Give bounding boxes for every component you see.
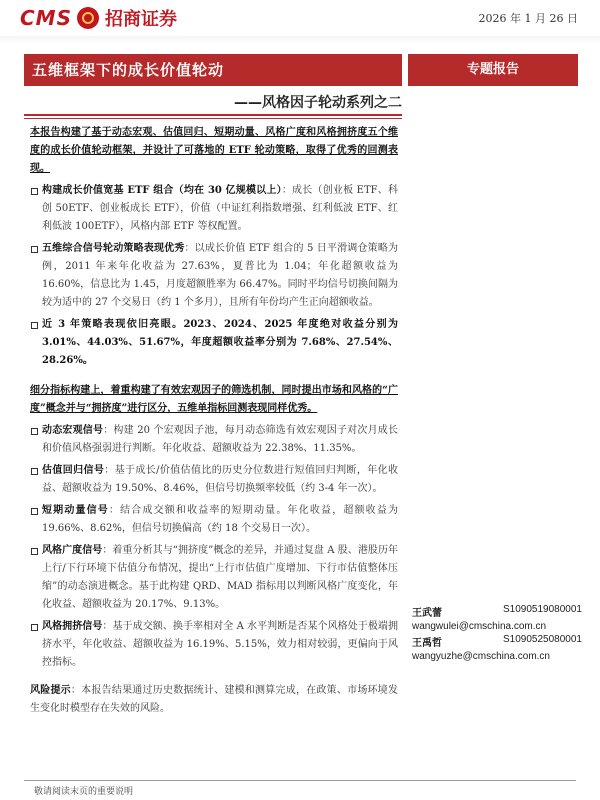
bullet-text: ：基于成交额、换手率相对全 A 水平判断是否某个风格处于极端拥挤水平，年化收益、超额收益为 16.19%、5.15%，效力相对较弱，更偏向于风控指标。 — [42, 621, 398, 668]
bullet-heading: 构建成长价值宽基 ETF 组合（均在 30 亿规模以上） — [42, 185, 282, 196]
bullet-text: ：成长（创业板 ETF、科创 50ETF、创业板成长 ETF），价值（中证红利指数增强、红利低波 ETF、红利低波 100ETF），风格内部 ETF 等权配置。 — [42, 185, 398, 232]
list-item — [30, 462, 398, 498]
list-item — [30, 240, 398, 312]
header-band — [0, 36, 600, 44]
bullet-text: ：基于成长/价值估值比的历史分位数进行短值回归判断，年化收益、超额收益为 19.50%、8.46%，但信号切换频率较低（约 3-4 年一次）。 — [42, 465, 399, 494]
summary-list-1 — [30, 182, 398, 370]
analyst-name: 王禹哲 — [412, 638, 442, 649]
report-title: 五维框架下的成长价值轮动 — [24, 54, 402, 86]
analyst-email[interactable]: wangwulei@cmschina.com.cn — [412, 621, 547, 632]
list-item — [30, 502, 398, 538]
summary-lead-2: 细分指标构建上，着重构建了有效宏观因子的筛选机制，同时提出市场和风格的“广度”概念并与“拥挤度”进行区分，五维单指标回测表现同样优秀。 — [30, 385, 398, 414]
risk-label: 风险提示 — [30, 685, 71, 696]
list-item — [30, 182, 398, 236]
analyst-name: 王武蕾 — [412, 608, 442, 619]
bullet-heading: 估值回归信号 — [42, 465, 105, 476]
analyst-cert: S1090525080001 — [503, 634, 582, 645]
list-item — [30, 618, 398, 672]
bullet-heading: 风格拥挤信号 — [42, 621, 103, 632]
report-subtitle: ——风格因子轮动系列之二 — [234, 95, 402, 111]
bullet-heading: 五维综合信号轮动策略表现优秀 — [42, 243, 185, 254]
logo-latin: CMS — [20, 6, 72, 30]
list-item — [30, 542, 398, 614]
bullet-text: ：构建 20 个宏观因子池，每月动态筛选有效宏观因子对次月成长和价值风格强弱进行判断。年化收益、超额收益为 22.38%、11.35%。 — [42, 425, 398, 454]
analyst-cert: S1090519080001 — [503, 604, 582, 615]
summary-list-2 — [30, 422, 398, 672]
analyst-email[interactable]: wangyuzhe@cmschina.com.cn — [412, 651, 550, 662]
list-item — [30, 316, 398, 370]
risk-text: ：本报告结果通过历史数据统计、建模和测算完成，在政策、市场环境发生变化时模型存在失效的风险。 — [30, 685, 399, 714]
bullet-text: ：结合成交额和收益率的短期动量。年化收益，超额收益为 19.66%、8.62%，但信号切换偏高（约 18 个交易日一次）。 — [42, 505, 399, 534]
bullet-heading: 风格广度信号 — [42, 545, 103, 556]
logo-emblem-icon — [77, 7, 99, 29]
analyst-card — [412, 634, 582, 662]
logo-chinese: 招商证券 — [104, 9, 177, 30]
bullet-heading: 短期动量信号 — [42, 505, 109, 516]
report-type: 专题报告 — [408, 54, 578, 86]
bullet-heading: 动态宏观信号 — [42, 425, 104, 436]
analyst-card — [412, 604, 582, 632]
bullet-text: ：着重分析其与“拥挤度”概念的差异，并通过复盘 A 股、港股历年上行/下行环境下估值分布情况，提出“上行市估值广度增加、下行市估值整体压缩”的动态演进概念。基于此构建 QRD、MAD 指标用以判断风格广度变化，年化收益、超额收益为 20.17%、9.13%。 — [42, 545, 399, 610]
title-divider — [24, 114, 402, 119]
bullet-heading: 近 3 年策略表现依旧亮眼。2023、2024、2025 年度绝对收益分别为 3.01%、44.03%、51.67%，年度超额收益率分别为 7.68%、27.54%、28.26%。 — [42, 319, 398, 366]
list-item — [30, 422, 398, 458]
summary-lead-1: 本报告构建了基于动态宏观、估值回归、短期动量、风格广度和风格拥挤度五个维度的成长价值轮动框架，并设计了可落地的 ETF 轮动策略，取得了优秀的回测表现。 — [30, 127, 398, 174]
summary-body — [30, 124, 398, 718]
footer-divider — [24, 780, 576, 781]
footer-note: 敬请阅读末页的重要说明 — [34, 787, 134, 797]
brand-logo — [20, 4, 177, 32]
risk-warning — [30, 682, 398, 718]
report-date: 2026 年 1 月 26 日 — [478, 12, 578, 25]
bullet-text: ：以成长价值 ETF 组合的 5 日平滑调仓策略为例，2011 年来年化收益为 27.63%，夏普比为 1.04；年化超额收益为 16.60%，信息比为 1.45，月度超额胜率为 66.47%。同时平均信号切换间隔为较为适中的 27 个交易日（约 1 个多月），且所有年份均产生正向超额收益。 — [42, 243, 398, 308]
